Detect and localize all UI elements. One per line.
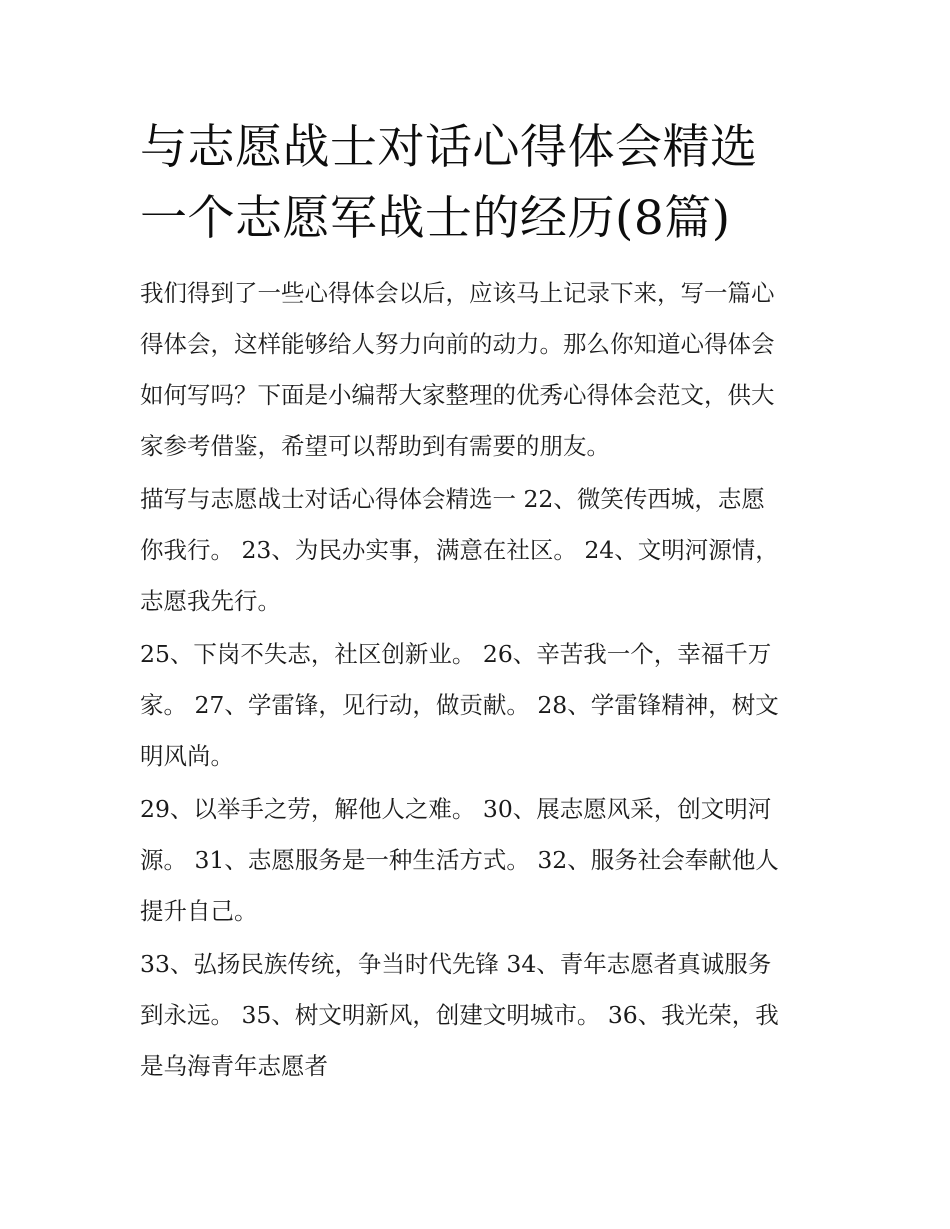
text-line: 你我行。 23、为民办实事，满意在社区。 24、文明河源情， xyxy=(140,536,779,564)
slogan-paragraph xyxy=(140,474,816,627)
text-line: 得体会，这样能够给人努力向前的动力。那么你知道心得体会 xyxy=(140,330,775,358)
text-line: 志愿我先行。 xyxy=(140,587,281,615)
title-line: 一个志愿军战士的经历(8篇) xyxy=(140,191,731,246)
slogan-paragraph xyxy=(140,784,816,937)
document-title xyxy=(140,112,816,254)
text-line: 如何写吗？下面是小编帮大家整理的优秀心得体会范文，供大 xyxy=(140,381,775,409)
slogan-paragraph xyxy=(140,939,816,1092)
text-line: 家参考借鉴，希望可以帮助到有需要的朋友。 xyxy=(140,432,610,460)
text-line: 提升自己。 xyxy=(140,897,258,925)
text-line: 25、下岗不失志，社区创新业。 26、辛苦我一个，幸福千万 xyxy=(140,640,772,668)
text-line: 描写与志愿战士对话心得体会精选一 22、微笑传西城，志愿 xyxy=(140,485,765,513)
text-line: 29、以举手之劳，解他人之难。 30、展志愿风采，创文明河 xyxy=(140,795,772,823)
text-line: 33、弘扬民族传统，争当时代先锋 34、青年志愿者真诚服务 xyxy=(140,950,772,978)
document-body xyxy=(140,112,816,1094)
text-line: 到永远。 35、树文明新风，创建文明城市。 36、我光荣，我 xyxy=(140,1001,779,1029)
text-line: 我们得到了一些心得体会以后，应该马上记录下来，写一篇心 xyxy=(140,279,775,307)
text-line: 家。 27、学雷锋，见行动，做贡献。 28、学雷锋精神，树文 xyxy=(140,691,779,719)
text-line: 源。 31、志愿服务是一种生活方式。 32、服务社会奉献他人 xyxy=(140,846,779,874)
slogan-paragraph xyxy=(140,629,816,782)
title-line: 与志愿战士对话心得体会精选 xyxy=(140,120,758,175)
intro-paragraph xyxy=(140,268,816,472)
text-line: 是乌海青年志愿者 xyxy=(140,1052,328,1080)
text-line: 明风尚。 xyxy=(140,742,234,770)
